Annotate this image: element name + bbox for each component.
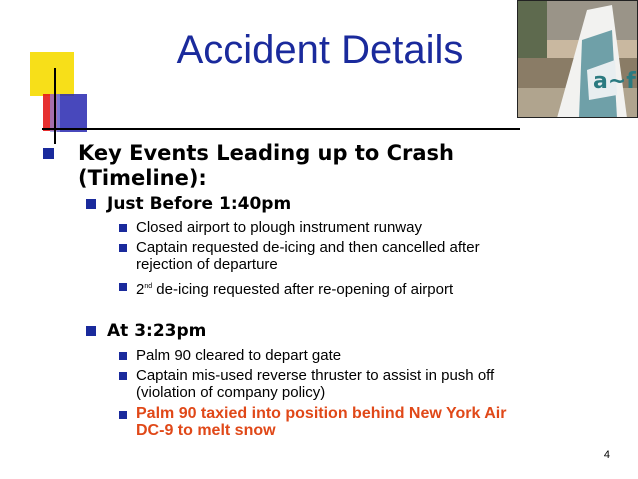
s2-item3-line1: Palm 90 taxied into position behind New York Air: [136, 405, 507, 422]
s2-item3: [136, 405, 506, 439]
s2-item1: Palm 90 cleared to depart gate: [136, 347, 342, 364]
s2-item2-line2: (violation of company policy): [136, 384, 326, 401]
s1-item3-rest: de-icing requested after re-opening of airport: [152, 281, 454, 298]
blue-square: [57, 94, 87, 132]
s1-item3-bullet: [119, 283, 127, 291]
s2-item2-line1: Captain mis-used reverse thruster to assist in push off: [136, 367, 495, 384]
s1-item2-line1: Captain requested de-icing and then cancelled after: [136, 239, 480, 256]
section2-heading: At 3:23pm: [107, 321, 207, 341]
section1-heading: Just Before 1:40pm: [107, 194, 292, 214]
s1-item3: [136, 278, 453, 298]
s2-item3-bullet: [119, 411, 127, 419]
level1-line2: (Timeline):: [78, 166, 207, 190]
level1-bullet: [43, 148, 54, 159]
s2-item2-bullet: [119, 372, 127, 380]
slide-title: Accident Details: [176, 28, 464, 72]
s1-item1-bullet: [119, 224, 127, 232]
tail-text: a~f: [593, 69, 636, 94]
decorative-squares: [0, 0, 100, 140]
s1-item3-sup: nd: [144, 283, 153, 290]
s2-item2: [136, 367, 494, 401]
crashed-aircraft-tail-photo: [517, 0, 638, 118]
section1-bullet: [86, 199, 96, 209]
s1-item2-bullet: [119, 244, 127, 252]
section2-bullet: [86, 326, 96, 336]
s2-item1-bullet: [119, 352, 127, 360]
s1-item3-num: 2: [136, 281, 145, 298]
title-underline: [42, 128, 520, 130]
yellow-square: [30, 52, 74, 96]
s1-item2: [136, 239, 480, 273]
s1-item1: Closed airport to plough instrument runway: [136, 219, 422, 236]
level1-text: [78, 141, 454, 191]
page-number: 4: [603, 449, 610, 461]
s1-item2-line2: rejection of departure: [136, 256, 278, 273]
s2-item3-line2: DC-9 to melt snow: [136, 422, 276, 439]
vertical-line: [54, 68, 56, 144]
photo-image: [517, 0, 638, 118]
level1-line1: Key Events Leading up to Crash: [78, 141, 455, 165]
